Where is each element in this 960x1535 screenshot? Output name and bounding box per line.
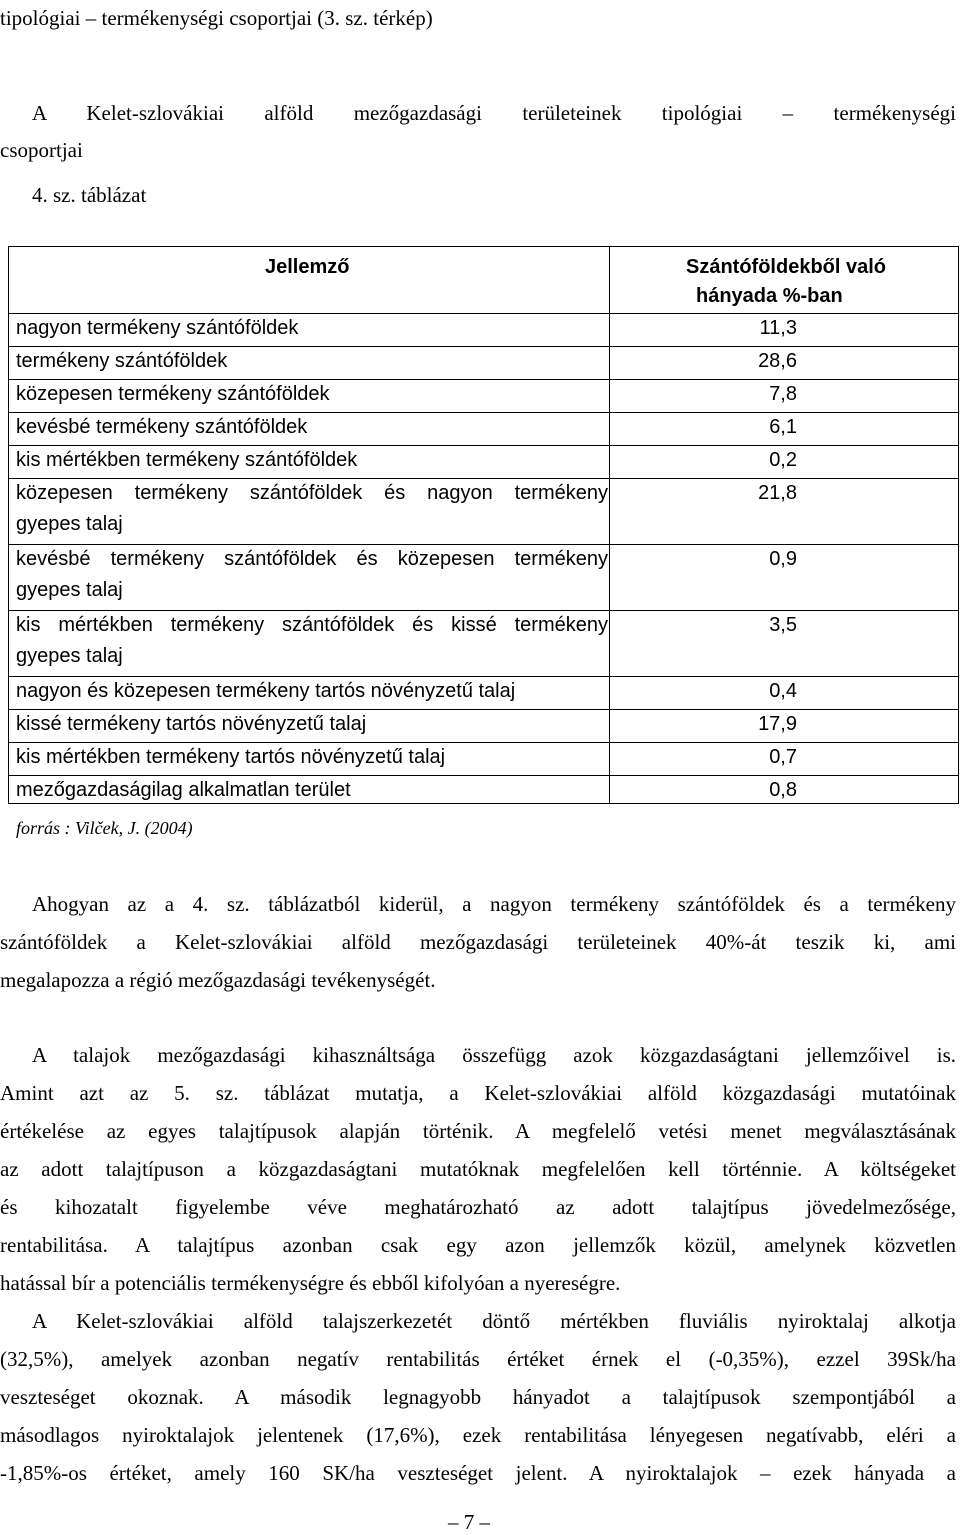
table-row-label-continued: gyepes talaj [16, 579, 123, 601]
table-row-value: 6,1 [769, 416, 797, 438]
paragraph-line: szántóföldek a Kelet-szlovákiai alföld mezőgazdasági területeinek 40%-át teszik ki, ami [0, 930, 956, 954]
table-row-value: 11,3 [759, 317, 797, 339]
table-row-value: 0,7 [769, 746, 797, 768]
table-row-divider [8, 346, 959, 347]
table-row-value: 21,8 [758, 482, 797, 504]
table-border-middle [609, 246, 610, 804]
table-source: forrás : Vilček, J. (2004) [16, 818, 193, 838]
table-row-value: 0,4 [769, 680, 797, 702]
table-row-value: 7,8 [769, 383, 797, 405]
column-header-share-line2: hányada %-ban [696, 285, 843, 307]
table-row-divider [8, 544, 959, 545]
table-row-divider [8, 742, 959, 743]
table-row-divider [8, 676, 959, 677]
table-row-label: kevésbé termékeny szántóföldek és közepesen termékeny [16, 548, 608, 570]
table-row-value: 3,5 [769, 614, 797, 636]
paragraph-line: (32,5%), amelyek azonban negatív rentabilitás értéket érnek el (-0,35%), ezzel 39Sk/ha [0, 1347, 956, 1371]
table-row-divider [8, 313, 959, 314]
heading-line-2: csoportjai [0, 138, 83, 162]
paragraph-line: másodlagos nyiroktalajok jelentenek (17,6%), ezek rentabilitása lényegesen negatívabb, eléri a [0, 1423, 956, 1447]
table-row-divider [8, 478, 959, 479]
table-border-right [958, 246, 959, 804]
paragraph-line: Ahogyan az a 4. sz. táblázatból kiderül, a nagyon termékeny szántóföldek és a termékeny [32, 892, 956, 916]
heading-line-1: A Kelet-szlovákiai alföld mezőgazdasági területeinek tipológiai – termékenységi [32, 101, 956, 125]
table-row-value: 17,9 [758, 713, 797, 735]
table-row-value: 0,2 [769, 449, 797, 471]
table-row-label: közepesen termékeny szántóföldek és nagyon termékeny [16, 482, 608, 504]
paragraph-line: és kihozatalt figyelembe véve meghatározható az adott talajtípus jövedelmezősége, [0, 1195, 956, 1219]
table-caption: 4. sz. táblázat [32, 183, 147, 207]
column-header-feature: Jellemző [265, 256, 350, 278]
paragraph-line: -1,85%-os értéket, amely 160 SK/ha veszteséget jelent. A nyiroktalajok – ezek hányada a [0, 1461, 956, 1485]
table-row-divider [8, 610, 959, 611]
table-row-divider [8, 379, 959, 380]
table-border-bottom [8, 803, 959, 804]
table-row-label: kis mértékben termékeny szántóföldek és kissé termékeny [16, 614, 608, 636]
table-row-label: nagyon és közepesen termékeny tartós növényzetű talaj [16, 680, 516, 702]
table-row-value: 28,6 [758, 350, 797, 372]
table-row-value: 0,9 [769, 548, 797, 570]
paragraph-line: rentabilitása. A talajtípus azonban csak egy azon jellemzők közül, amelynek közvetlen [0, 1233, 956, 1257]
paragraph-line: értékelése az egyes talajtípusok alapján történik. A megfelelő vetési menet megválasztásának [0, 1119, 956, 1143]
table-row-label: kevésbé termékeny szántóföldek [16, 416, 308, 438]
table-border-top [8, 246, 959, 247]
paragraph-line: Amint azt az 5. sz. táblázat mutatja, a Kelet-szlovákiai alföld közgazdasági mutatóinak [0, 1081, 956, 1105]
paragraph-line: A Kelet-szlovákiai alföld talajszerkezetét döntő mértékben fluviális nyiroktalaj alkotja [32, 1309, 956, 1333]
table-row-label: közepesen termékeny szántóföldek [16, 383, 330, 405]
table-row-value: 0,8 [769, 779, 797, 801]
table-row-divider [8, 412, 959, 413]
table-row-label: kissé termékeny tartós növényzetű talaj [16, 713, 367, 735]
table-row-label-continued: gyepes talaj [16, 645, 123, 667]
column-header-share-line1: Szántóföldekből való [686, 256, 887, 278]
table-row-label: kis mértékben termékeny szántóföldek [16, 449, 358, 471]
table-row-divider [8, 775, 959, 776]
paragraph-line: megalapozza a régió mezőgazdasági tevékenységét. [0, 968, 436, 992]
paragraph-line: A talajok mezőgazdasági kihasználtsága összefügg azok közgazdaságtani jellemzőivel is. [32, 1043, 956, 1067]
table-row-label: termékeny szántóföldek [16, 350, 228, 372]
page-number: – 7 – [448, 1510, 490, 1534]
table-row-label: kis mértékben termékeny tartós növényzetű talaj [16, 746, 446, 768]
paragraph-line: veszteséget okoznak. A második legnagyobb hányadot a talajtípusok szempontjából a [0, 1385, 956, 1409]
table-row-label-continued: gyepes talaj [16, 513, 123, 535]
table-row-label: nagyon termékeny szántóföldek [16, 317, 299, 339]
paragraph-line: az adott talajtípuson a közgazdaságtani mutatóknak megfelelően kell történnie. A költségeket [0, 1157, 956, 1181]
table-row-divider [8, 445, 959, 446]
table-border-left [8, 246, 9, 804]
table-row-divider [8, 709, 959, 710]
paragraph-line: hatással bír a potenciális termékenységre és ebből kifolyóan a nyereségre. [0, 1271, 621, 1295]
top-line: tipológiai – termékenységi csoportjai (3. sz. térkép) [0, 6, 433, 30]
table-row-label: mezőgazdaságilag alkalmatlan terület [16, 779, 351, 801]
